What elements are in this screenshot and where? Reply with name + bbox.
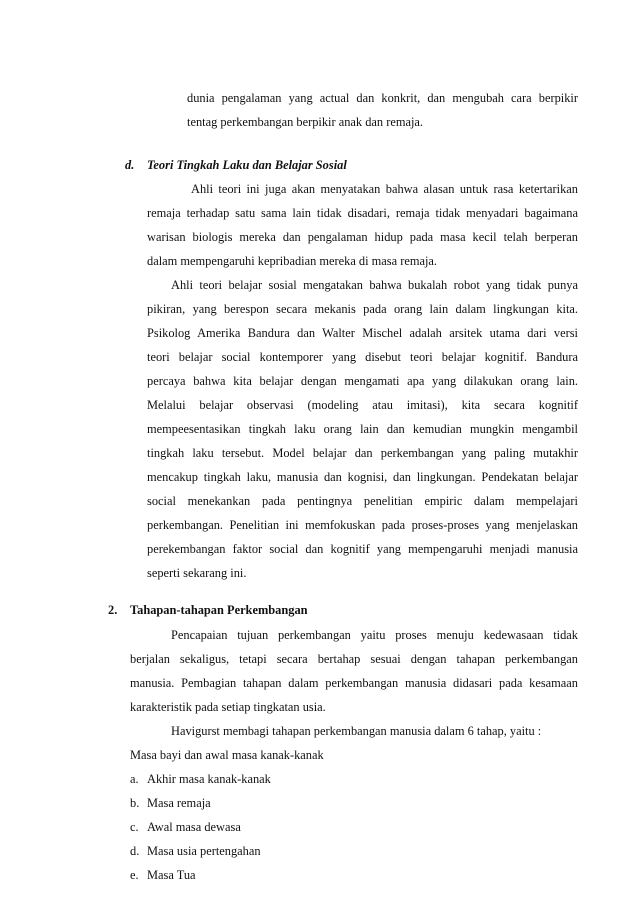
section-d-line: perekembangan faktor social dan kognitif yang mempengaruhi menjadi manusia: [147, 542, 578, 556]
section-d-line: dalam mempengaruhi kepribadian mereka di masa remaja.: [147, 254, 438, 268]
section-d-line: percaya bahwa kita belajar dengan mengamati apa yang dilakukan orang lain.: [147, 374, 578, 388]
list-item-text: Masa usia pertengahan: [147, 844, 261, 858]
section-d-line: Ahli teori belajar sosial mengatakan bahwa bukalah robot yang tidak punya: [171, 278, 578, 292]
section-d-line: warisan biologis mereka dan pengalaman hidup pada masa kecil telah berperan: [147, 230, 578, 244]
section-d-marker: d.: [125, 158, 135, 172]
section-2-marker: 2.: [108, 603, 118, 617]
section-d-line: perkembangan. Penelitian ini memfokuskan pada proses-proses yang menjelaskan: [147, 518, 578, 532]
section-d-line: seperti sekarang ini.: [147, 566, 247, 580]
section-2-line: Pencapaian tujuan perkembangan yaitu proses menuju kedewasaan tidak: [171, 628, 578, 642]
list-item-text: Masa Tua: [147, 868, 196, 882]
section-d-heading: Teori Tingkah Laku dan Belajar Sosial: [147, 158, 347, 172]
section-2-heading: Tahapan-tahapan Perkembangan: [130, 603, 308, 617]
section-2-line: karakteristik pada setiap tingkatan usia.: [130, 700, 326, 714]
list-item-text: Akhir masa kanak-kanak: [147, 772, 271, 786]
list-item-marker: b.: [130, 796, 140, 810]
section-d-line: teori belajar social kontemporer yang disebut teori belajar kognitif. Bandura: [147, 350, 578, 364]
list-item-text: Masa remaja: [147, 796, 211, 810]
section-2-line: manusia. Pembagian tahapan dalam perkembangan manusia didasari pada kesamaan: [130, 676, 578, 690]
section-2-line: Havigurst membagi tahapan perkembangan manusia dalam 6 tahap, yaitu :: [171, 724, 542, 738]
section-d-line: Melalui belajar observasi (modeling atau imitasi), kita secara kognitif: [147, 398, 578, 412]
section-2-line: berjalan sekaligus, tetapi secara bertahap sesuai dengan tahapan perkembangan: [130, 652, 578, 666]
section-d-line: social menekankan pada pentingnya penelitian empiric dalam mempelajari: [147, 494, 578, 508]
list-item-text: Awal masa dewasa: [147, 820, 241, 834]
list-item-marker: e.: [130, 868, 139, 882]
section-2-line: Masa bayi dan awal masa kanak-kanak: [130, 748, 324, 762]
intro-line: tentag perkembangan berpikir anak dan remaja.: [187, 115, 424, 129]
section-d-line: mempeesentasikan tingkah laku orang lain dan kemudian mungkin mengambil: [147, 422, 578, 436]
list-item-marker: c.: [130, 820, 139, 834]
section-d-line: remaja terhadap satu sama lain tidak disadari, remaja tidak menyadari bagaimana: [147, 206, 578, 220]
intro-line: dunia pengalaman yang actual dan konkrit, dan mengubah cara berpikir: [187, 91, 578, 105]
section-d-line: Psikolog Amerika Bandura dan Walter Mischel adalah arsitek utama dari versi: [147, 326, 578, 340]
section-d-line: pikiran, yang berespon secara mekanis pada orang lain dalam lingkungan kita.: [147, 302, 578, 316]
section-d-line: mencakup tingkah laku, manusia dan kognisi, dan lingkungan. Pendekatan belajar: [147, 470, 578, 484]
list-item-marker: d.: [130, 844, 140, 858]
list-item-marker: a.: [130, 772, 139, 786]
section-d-line: tingkah laku tersebut. Model belajar dan perkembangan yang paling mutakhir: [147, 446, 578, 460]
section-d-line: Ahli teori ini juga akan menyatakan bahwa alasan untuk rasa ketertarikan: [191, 182, 578, 196]
